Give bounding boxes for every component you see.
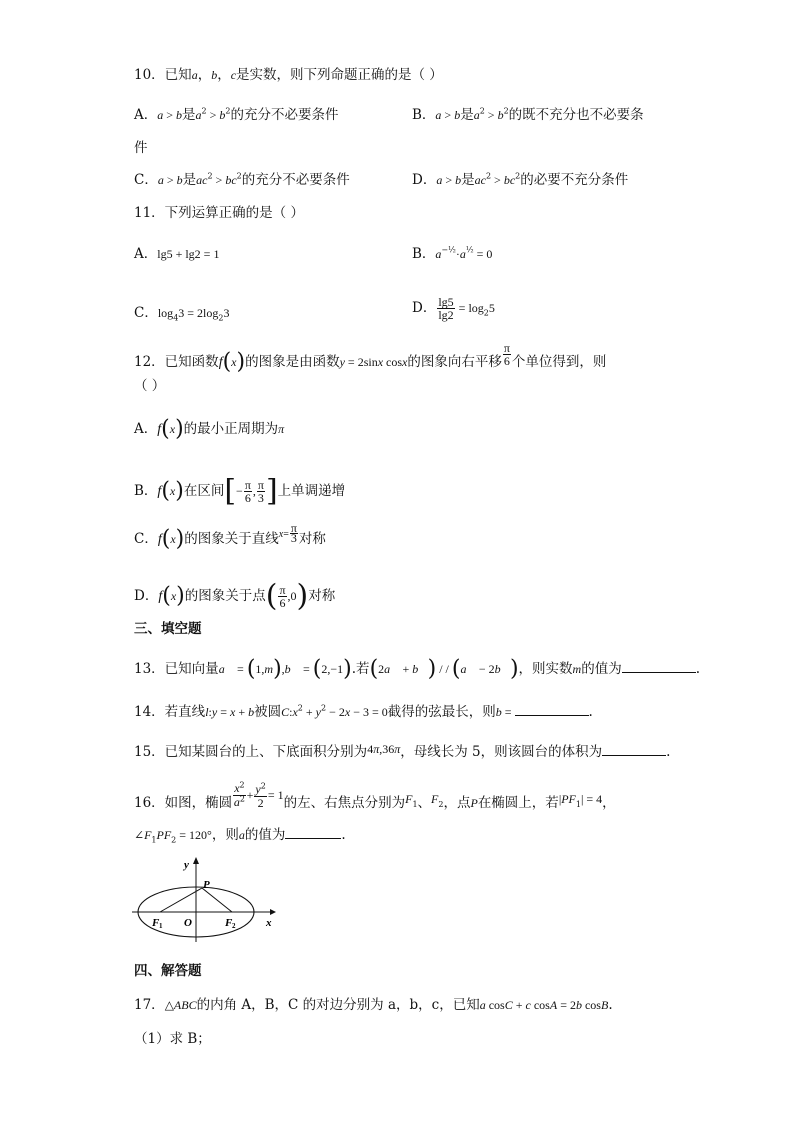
- label-o: O: [184, 917, 192, 929]
- label-y: y: [184, 859, 189, 871]
- q12-stem: 12．已知函数f(x)的图象是由函数y = 2sinx cosx的图象向右平移 $\frac{\pi}{6}$ 个单位得到，则: [134, 341, 607, 375]
- section-fill-in: 三、填空题: [134, 621, 202, 637]
- q16-stem: 16．如图，椭圆 $\frac{x^2}{a^2}$ + $\frac{y^2}{2}$ = 1的左、右焦点分别为$F_1$、$F_2$，点P在椭圆上，若$|PF_1| = 4$，: [134, 780, 616, 811]
- q17-stem: 17．△ABC的内角 A，B，C 的对边分别为 a，b，c，已知a cosC + c cosA = 2b cosB.: [134, 997, 613, 1013]
- q16-answer-blank[interactable]: [285, 826, 341, 839]
- q11-stem: 11．下列运算正确的是（ ）: [134, 205, 304, 221]
- q10-option-c: C．a > b是$ac^2 > bc^2$的充分不必要条件: [134, 171, 350, 188]
- q10-option-d: D．a > b是$ac^2 > bc^2$的必要不充分条件: [412, 171, 629, 188]
- label-x: x: [266, 917, 272, 929]
- q10-option-b: B．a > b是$a^2 > b^2$的既不充分也不必要条: [412, 106, 644, 123]
- q12-stem-paren: （ ）: [134, 378, 166, 394]
- section-answer: 四、解答题: [134, 963, 202, 979]
- q10-option-a: A．a > b是$a^2 > b^2$的充分不必要条件: [134, 106, 339, 123]
- y-axis-arrow: [193, 857, 199, 864]
- q12-option-a: A．f(x)的最小正周期为π: [134, 416, 285, 442]
- q13-stem: 13．已知向量a⃗ = (1,m),b⃗ = (2,−1).若(2a⃗ + b⃗) / / (a⃗ − 2b⃗)，则实数m的值为 .: [134, 656, 701, 682]
- q13-answer-blank[interactable]: [622, 660, 696, 673]
- q15-stem: 15．已知某圆台的上、下底面积分别为4π,36π，母线长为 5，则该圆台的体积为 .: [134, 742, 671, 760]
- q11-option-c: C．$\log_43 = 2\log_23$: [134, 305, 230, 323]
- label-f2-sub: 2: [232, 922, 236, 930]
- segment-pf2: [202, 888, 232, 912]
- q15-answer-blank[interactable]: [602, 743, 666, 756]
- label-p: P: [203, 879, 210, 891]
- x-axis-arrow: [270, 909, 276, 915]
- q14-answer-blank[interactable]: [515, 703, 589, 716]
- ellipse-figure: [130, 854, 280, 944]
- q17-part1: （1）求 B；: [134, 1031, 211, 1047]
- label-f1: F: [152, 917, 160, 929]
- q12-option-c: C．f(x)的图象关于直线$^{x=}$ $\frac{\pi}{3}$ 对称: [134, 521, 326, 552]
- q16-stem-line2: $\angle F_1PF_2 = 120^\circ$，则a的值为 .: [134, 827, 346, 845]
- label-f1-sub: 1: [159, 922, 163, 930]
- q10-stem: 10．已知a，b，c是实数，则下列命题正确的是（ ）: [134, 67, 443, 83]
- q11-option-a: A．lg5 + lg2 = 1: [134, 246, 220, 262]
- q10-option-b-continued: 件: [134, 140, 148, 156]
- q12-option-d: D．f(x)的图象关于点( $\frac{\pi}{6}$ ,0)对称: [134, 578, 336, 614]
- q11-option-d: D． $\frac{\lg 5}{\lg 2}$ = $\log_25$: [412, 295, 495, 322]
- label-f2: F: [225, 917, 233, 929]
- q14-stem: 14．若直线l:y = x + b被圆$C:x^2 + y^2 - 2x - 3 = 0$截得的弦最长，则b = .: [134, 703, 593, 720]
- q12-option-b: B．f(x)在区间[− $\frac{\pi}{6}$ , $\frac{\pi}{3}$ ]上单调递增: [134, 473, 346, 509]
- q11-option-b: B．$a^{-\frac{1}{2}}\cdot a^{\frac{1}{2}} = 0$: [412, 245, 493, 262]
